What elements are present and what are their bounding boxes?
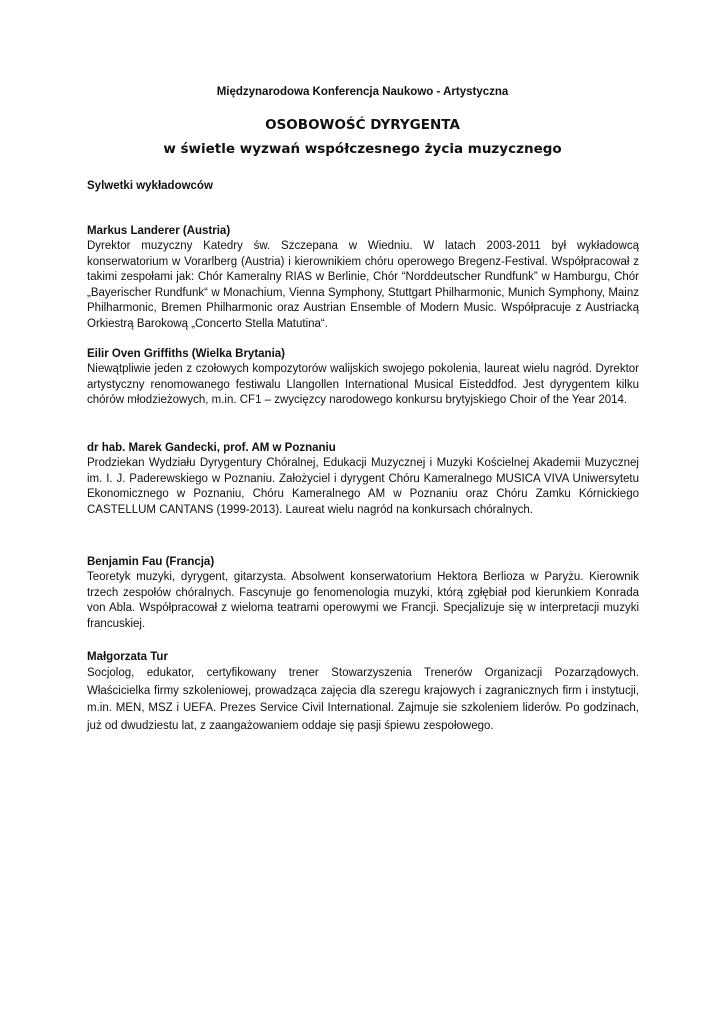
lecturer-entry xyxy=(87,347,639,409)
document-title: OSOBOWOŚĆ DYRYGENTA xyxy=(265,117,460,133)
lecturer-name: Markus Landerer (Austria) xyxy=(87,225,231,237)
lecturer-entry xyxy=(87,555,639,632)
lecturer-entry xyxy=(87,650,639,735)
lecturer-bio: Socjolog, edukator, certyfikowany trener Stowarzyszenia Trenerów Organizacji Pozarządowych. Właścicielka firmy szkoleniowej, prowadząca zajęcia dla szeregu krajowych i zagranicznych firm i instytucji, m.in. MEN, MSZ i UEFA. Prezes Service Civil International. Zajmuje sie szkoleniem liderów. Po godzinach, już od dwudziestu lat, z zaangażowaniem oddaje się pasji śpiewu zespołowego. xyxy=(87,667,639,732)
lecturer-bio: Dyrektor muzyczny Katedry św. Szczepana w Wiedniu. W latach 2003-2011 był wykładowcą konserwatorium w Vorarlberg (Austria) i kierownikiem chóru operowego Bregenz-Festival. Współpracował z takimi zespołami jak: Chór Kameralny RIAS w Berlinie, Chór “Norddeutscher Rundfunk” w Hamburgu, Chór „Bayerischer Rundfunk“ w Monachium, Vienna Symphony, Stuttgart Philharmonic, Munich Symphony, Mainz Philharmonic, Bremen Philharmonic oraz Austrian Ensemble of Modern Music. Współpracuje z Austriacką Orkiestrą Barokową „Concerto Stella Matutina“. xyxy=(87,240,639,330)
lecturer-name: Benjamin Fau (Francja) xyxy=(87,556,215,568)
lecturer-bio: Teoretyk muzyki, dyrygent, gitarzysta. Absolwent konserwatorium Hektora Berlioza w Paryżu. Kierownik trzech zespołów chóralnych. Fascynuje go fenomenologia muzyki, którą zgłębiał pod kierunkiem Konrada von Abla. Współpracował z wieloma teatrami operowymi we Francji. Specjalizuje się w interpretacji muzyki francuskiej. xyxy=(87,571,639,630)
lecturer-entry xyxy=(87,441,639,518)
lecturer-bio: Prodziekan Wydziału Dyrygentury Chóralnej, Edukacji Muzycznej i Muzyki Kościelnej Akademii Muzycznej im. I. J. Paderewskiego w Poznaniu. Założyciel i dyrygent Chóru Kameralnego MUSICA VIVA Uniwersytetu Ekonomicznego w Poznaniu, Chóru Kameralnego AM w Poznaniu oraz Chóru Zamku Kórnickiego CASTELLUM CANTANS (1999-2013). Laureat wielu nagród na konkursach chóralnych. xyxy=(87,457,639,516)
lecturer-entry xyxy=(87,224,639,332)
section-heading: Sylwetki wykładowców xyxy=(87,180,213,192)
conference-name: Międzynarodowa Konferencja Naukowo - Artystyczna xyxy=(216,86,509,98)
lecturer-bio: Niewątpliwie jeden z czołowych kompozytorów walijskich swojego pokolenia, laureat wielu nagród. Dyrektor artystyczny renomowanego festiwalu Llangollen International Musical Eisteddfod. Jest dyrygentem kilku chórów młodzieżowych, m.in. CF1 – zwycięzcy narodowego konkursu brytyjskiego Choir of the Year 2014. xyxy=(87,363,639,406)
document-subtitle: w świetle wyzwań współczesnego życia muzycznego xyxy=(163,141,562,157)
lecturer-name: Eilir Oven Griffiths (Wielka Brytania) xyxy=(87,348,285,360)
lecturer-name: dr hab. Marek Gandecki, prof. AM w Poznaniu xyxy=(87,442,336,454)
lecturer-name: Małgorzata Tur xyxy=(87,651,168,663)
